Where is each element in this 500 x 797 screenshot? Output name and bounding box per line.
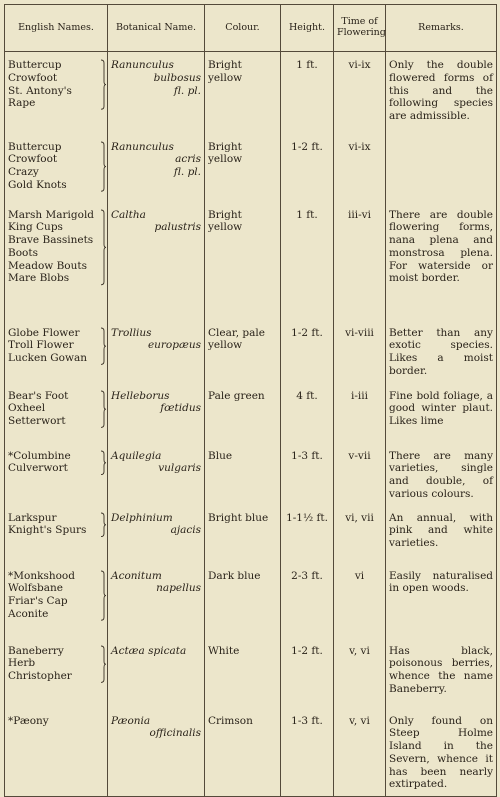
colour-cell: Blue (205, 443, 281, 505)
table-row (5, 134, 497, 202)
table-row (5, 320, 497, 383)
colour-cell: Dark blue (205, 563, 281, 638)
botanical-name-cell (108, 383, 205, 443)
english-names-cell (5, 320, 108, 383)
header-english-names: English Names. (5, 5, 108, 52)
botanical-species: europæus (147, 339, 201, 352)
english-names-cell (5, 383, 108, 443)
english-name: Herb (8, 657, 36, 670)
english-name: *Columbine (8, 449, 71, 462)
table-row (5, 638, 497, 708)
botanical-genus: Ranunculus (111, 140, 174, 153)
botanical-genus: Actæa spicata (111, 644, 187, 657)
plants-table (4, 4, 497, 797)
height-cell: 4 ft. (281, 383, 334, 443)
flowering-time-cell: v, vi (334, 708, 386, 797)
remarks-cell: Easily naturalised in open woods. (386, 563, 497, 638)
botanical-genus: Aquilegia (111, 449, 162, 462)
header-botanical-name: Botanical Name. (108, 5, 205, 52)
flowering-time-cell: vi-ix (334, 134, 386, 202)
flowering-time-cell: vi (334, 563, 386, 638)
table-row (5, 443, 497, 505)
flowering-time-cell: i-iii (334, 383, 386, 443)
brace-icon (100, 59, 106, 110)
english-names-cell (5, 443, 108, 505)
botanical-species: officinalis (149, 727, 201, 740)
english-name: Boots (8, 246, 38, 259)
header-colour: Colour. (205, 5, 281, 52)
english-names-cell (5, 52, 108, 134)
english-name: Baneberry (8, 644, 64, 657)
botanical-name-cell (108, 563, 205, 638)
height-cell: 1-2 ft. (281, 320, 334, 383)
botanical-name-cell (108, 52, 205, 134)
remarks-cell (386, 134, 497, 202)
flowering-time-cell: v-vii (334, 443, 386, 505)
brace-icon (100, 327, 106, 365)
flowering-time-cell: vi-viii (334, 320, 386, 383)
botanical-species: fœtidus (160, 402, 201, 415)
english-name: Crazy (8, 166, 39, 179)
english-name: Mare Blobs (8, 272, 70, 285)
brace-icon (100, 390, 106, 428)
header-height: Height. (281, 5, 334, 52)
header-remarks: Remarks. (386, 5, 497, 52)
botanical-species: vulgaris (158, 462, 201, 475)
english-name: Christopher (8, 670, 72, 683)
botanical-genus: Caltha (111, 208, 146, 221)
english-name: Friar's Cap (8, 595, 68, 608)
height-cell: 1-3 ft. (281, 443, 334, 505)
table-row (5, 563, 497, 638)
english-names-cell (5, 563, 108, 638)
botanical-name-cell (108, 202, 205, 320)
english-names-cell (5, 134, 108, 202)
flowering-time-cell: vi-ix (334, 52, 386, 134)
table-body (5, 52, 497, 797)
botanical-species: palustris (154, 221, 201, 234)
brace-icon (100, 450, 106, 476)
brace-icon (100, 141, 106, 192)
botanical-suffix: fl. pl. (173, 84, 201, 97)
colour-cell: Crimson (205, 708, 281, 797)
english-name: Aconite (8, 607, 49, 620)
brace-icon (100, 209, 106, 286)
botanical-genus: Trollius (111, 326, 152, 339)
english-name: St. Antony's (8, 84, 72, 97)
english-name: King Cups (8, 221, 63, 234)
header-time-of-flowering: Time of Flowering (334, 5, 386, 52)
english-name: Setterwort (8, 415, 66, 428)
table-row (5, 505, 497, 563)
height-cell: 2-3 ft. (281, 563, 334, 638)
remarks-cell: There are double flowering forms, nana plena and monstrosa plena. For waterside or moist border. (386, 202, 497, 320)
botanical-genus: Delphinium (111, 511, 173, 524)
flowering-time-cell: iii-vi (334, 202, 386, 320)
botanical-genus: Pæonia (111, 714, 151, 727)
brace-icon (100, 645, 106, 683)
table-row (5, 708, 497, 797)
colour-cell: Bright blue (205, 505, 281, 563)
english-name: Wolfsbane (8, 582, 63, 595)
height-cell: 1 ft. (281, 52, 334, 134)
english-name: Buttercup (8, 59, 62, 71)
botanical-suffix: fl. pl. (173, 166, 201, 179)
english-name: Brave Bassinets (8, 234, 94, 247)
botanical-genus: Helleborus (111, 389, 170, 402)
english-name: Oxheel (8, 402, 46, 415)
remarks-cell: There are many varieties, single and double, of various colours. (386, 443, 497, 505)
height-cell: 1 ft. (281, 202, 334, 320)
english-names-cell (5, 708, 108, 797)
botanical-name-cell (108, 505, 205, 563)
english-names-cell (5, 505, 108, 563)
botanical-species: acris (175, 153, 201, 166)
english-name: Lucken Gowan (8, 352, 88, 365)
remarks-cell: Fine bold foliage, a good winter plaut. Likes lime (386, 383, 497, 443)
english-name: Culverwort (8, 462, 68, 475)
colour-cell: Clear, pale yellow (205, 320, 281, 383)
flowering-time-cell: v, vi (334, 638, 386, 708)
english-name: Knight's Spurs (8, 524, 87, 537)
colour-cell: White (205, 638, 281, 708)
height-cell: 1-2 ft. (281, 638, 334, 708)
remarks-cell: An annual, with pink and white varieties. (386, 505, 497, 563)
english-name: Troll Flower (8, 339, 74, 352)
height-cell: 1-3 ft. (281, 708, 334, 797)
table-header (5, 5, 497, 52)
english-name: Meadow Bouts (8, 259, 88, 272)
height-cell: 1-2 ft. (281, 134, 334, 202)
botanical-name-cell (108, 638, 205, 708)
english-name: Rape (8, 97, 36, 110)
english-names-cell (5, 202, 108, 320)
english-name: Bear's Foot (8, 389, 69, 402)
english-name: *Monkshood (8, 569, 75, 582)
colour-cell: Pale green (205, 383, 281, 443)
english-name: Gold Knots (8, 178, 67, 191)
flowering-time-cell: vi, vii (334, 505, 386, 563)
botanical-name-cell (108, 708, 205, 797)
remarks-cell: Only the double flowered forms of this and the following species are admissible. (386, 52, 497, 134)
remarks-cell: Only found on Steep Holme Island in the Severn, whence it has been nearly extirpated. (386, 708, 497, 797)
english-name: *Pæony (8, 714, 49, 727)
colour-cell: Bright yellow (205, 52, 281, 134)
english-name: Marsh Marigold (8, 208, 95, 221)
table-row (5, 383, 497, 443)
table-row (5, 52, 497, 134)
botanical-genus: Ranunculus (111, 59, 174, 71)
botanical-name-cell (108, 134, 205, 202)
remarks-cell: Better than any exotic species. Likes a moist border. (386, 320, 497, 383)
english-name: Crowfoot (8, 71, 58, 84)
botanical-species: bulbosus (153, 71, 201, 84)
botanical-species: napellus (156, 582, 201, 595)
remarks-cell: Has black, poisonous berries, whence the name Baneberry. (386, 638, 497, 708)
english-names-cell (5, 638, 108, 708)
english-name: Larkspur (8, 511, 57, 524)
table-row (5, 202, 497, 320)
english-name: Crowfoot (8, 153, 58, 166)
botanical-genus: Aconitum (111, 569, 162, 582)
english-name: Globe Flower (8, 326, 80, 339)
colour-cell: Bright yellow (205, 202, 281, 320)
colour-cell: Bright yellow (205, 134, 281, 202)
botanical-species: ajacis (170, 524, 201, 537)
botanical-name-cell (108, 443, 205, 505)
brace-icon (100, 512, 106, 538)
botanical-name-cell (108, 320, 205, 383)
brace-icon (100, 570, 106, 621)
english-name: Buttercup (8, 140, 62, 153)
height-cell: 1-1½ ft. (281, 505, 334, 563)
